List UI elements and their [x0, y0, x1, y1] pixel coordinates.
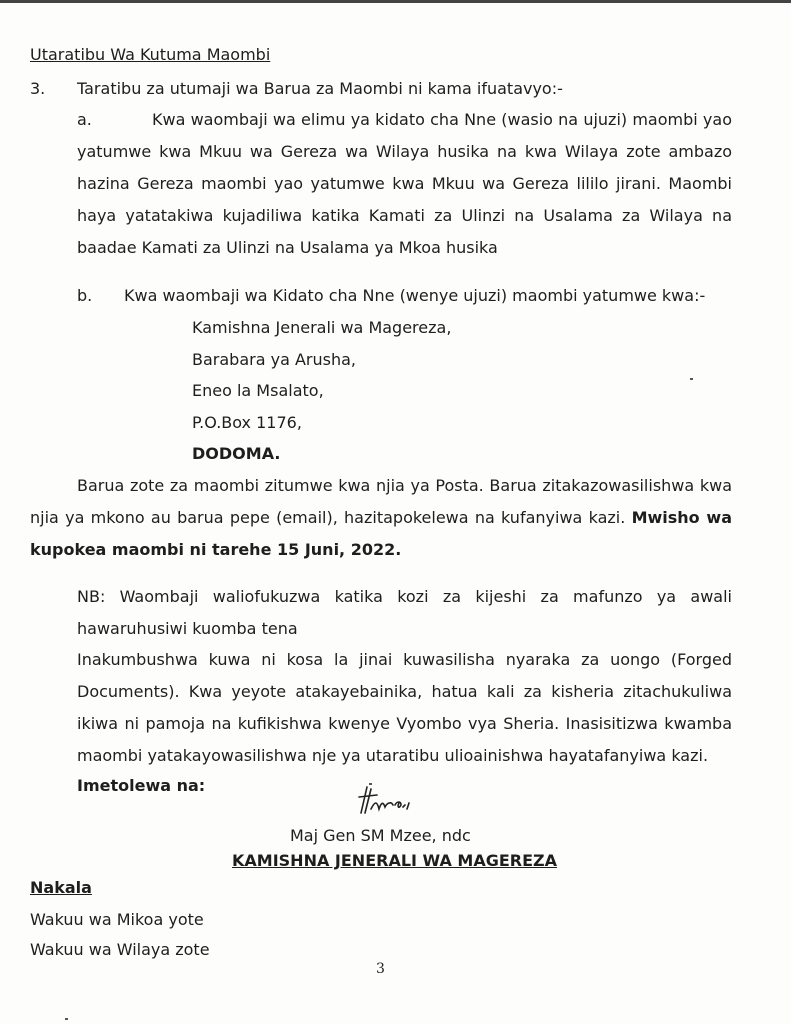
warning-line: maombi yatakayowasilishwa nje ya utaratibu ulioainishwa hayatafanyiwa kazi. — [77, 746, 709, 765]
item-a-line: haya yatatakiwa kujadiliwa katika Kamati za Ulinzi na Usalama za Wilaya na — [77, 206, 732, 225]
copies-item: Wakuu wa Mikoa yote — [30, 910, 204, 929]
address-city: DODOMA. — [192, 444, 281, 463]
deadline-text: Mwisho wa — [631, 508, 732, 527]
address-line: Barabara ya Arusha, — [192, 350, 356, 369]
postal-note — [30, 476, 732, 572]
signature — [355, 783, 415, 823]
warning-line: Documents). Kwa yeyote atakayebainika, hatua kali za kisheria zitachukuliwa — [77, 682, 732, 701]
address-line: Kamishna Jenerali wa Magereza, — [192, 318, 452, 337]
postal-note-line — [30, 508, 732, 540]
copies-item: Wakuu wa Wilaya zote — [30, 940, 210, 959]
item-intro: Taratibu za utumaji wa Barua za Maombi ni kama ifuatavyo:- — [77, 79, 563, 98]
item-a-line: baadae Kamati za Ulinzi na Usalama ya Mkoa husika — [77, 238, 498, 257]
scan-speck — [690, 378, 693, 380]
signatory-title: KAMISHNA JENERALI WA MAGEREZA — [232, 851, 558, 870]
address-line: P.O.Box 1176, — [192, 413, 302, 432]
item-number: 3. — [30, 79, 46, 98]
nb-line: hawaruhusiwi kuomba tena — [77, 619, 298, 638]
item-b-intro: Kwa waombaji wa Kidato cha Nne (wenye ujuzi) maombi yatumwe kwa:- — [124, 286, 706, 305]
warning-line: ikiwa ni pamoja na kufikishwa kwenye Vyombo vya Sheria. Inasisitizwa kwamba — [77, 714, 732, 733]
postal-note-text: njia ya mkono au barua pepe (email), hazitapokelewa na kufanyiwa kazi. — [30, 508, 626, 527]
nb-note — [77, 587, 732, 651]
item-a-line: Kwa waombaji wa elimu ya kidato cha Nne (wasio na ujuzi) maombi yao — [152, 110, 732, 129]
item-a-line: hazina Gereza maombi yao yatumwe kwa Mkuu wa Gereza lililo jirani. Maombi — [77, 174, 732, 193]
item-a-label: a. — [77, 110, 92, 129]
issued-by: Imetolewa na: — [77, 776, 206, 795]
deadline-text: kupokea maombi ni tarehe 15 Juni, 2022. — [30, 540, 402, 559]
page-number: 3 — [376, 961, 385, 977]
warning-line: Inakumbushwa kuwa ni kosa la jinai kuwasilisha nyaraka za uongo (Forged — [77, 650, 732, 669]
warning-paragraph — [77, 650, 732, 778]
address-line: Eneo la Msalato, — [192, 381, 324, 400]
item-a-line: yatumwe kwa Mkuu wa Gereza wa Wilaya husika na kwa Wilaya zote ambazo — [77, 142, 732, 161]
nb-line: NB: Waombaji waliofukuzwa katika kozi za kijeshi za mafunzo ya awali — [77, 587, 732, 606]
scan-speck — [65, 1018, 68, 1020]
copies-heading: Nakala — [30, 878, 92, 897]
item-a-paragraph — [77, 110, 732, 270]
signatory-name: Maj Gen SM Mzee, ndc — [290, 826, 471, 845]
scan-top-edge — [0, 0, 791, 3]
item-b-label: b. — [77, 286, 93, 305]
postal-note-line: Barua zote za maombi zitumwe kwa njia ya Posta. Barua zitakazowasilishwa kwa — [77, 476, 732, 495]
section-heading: Utaratibu Wa Kutuma Maombi — [30, 45, 271, 64]
